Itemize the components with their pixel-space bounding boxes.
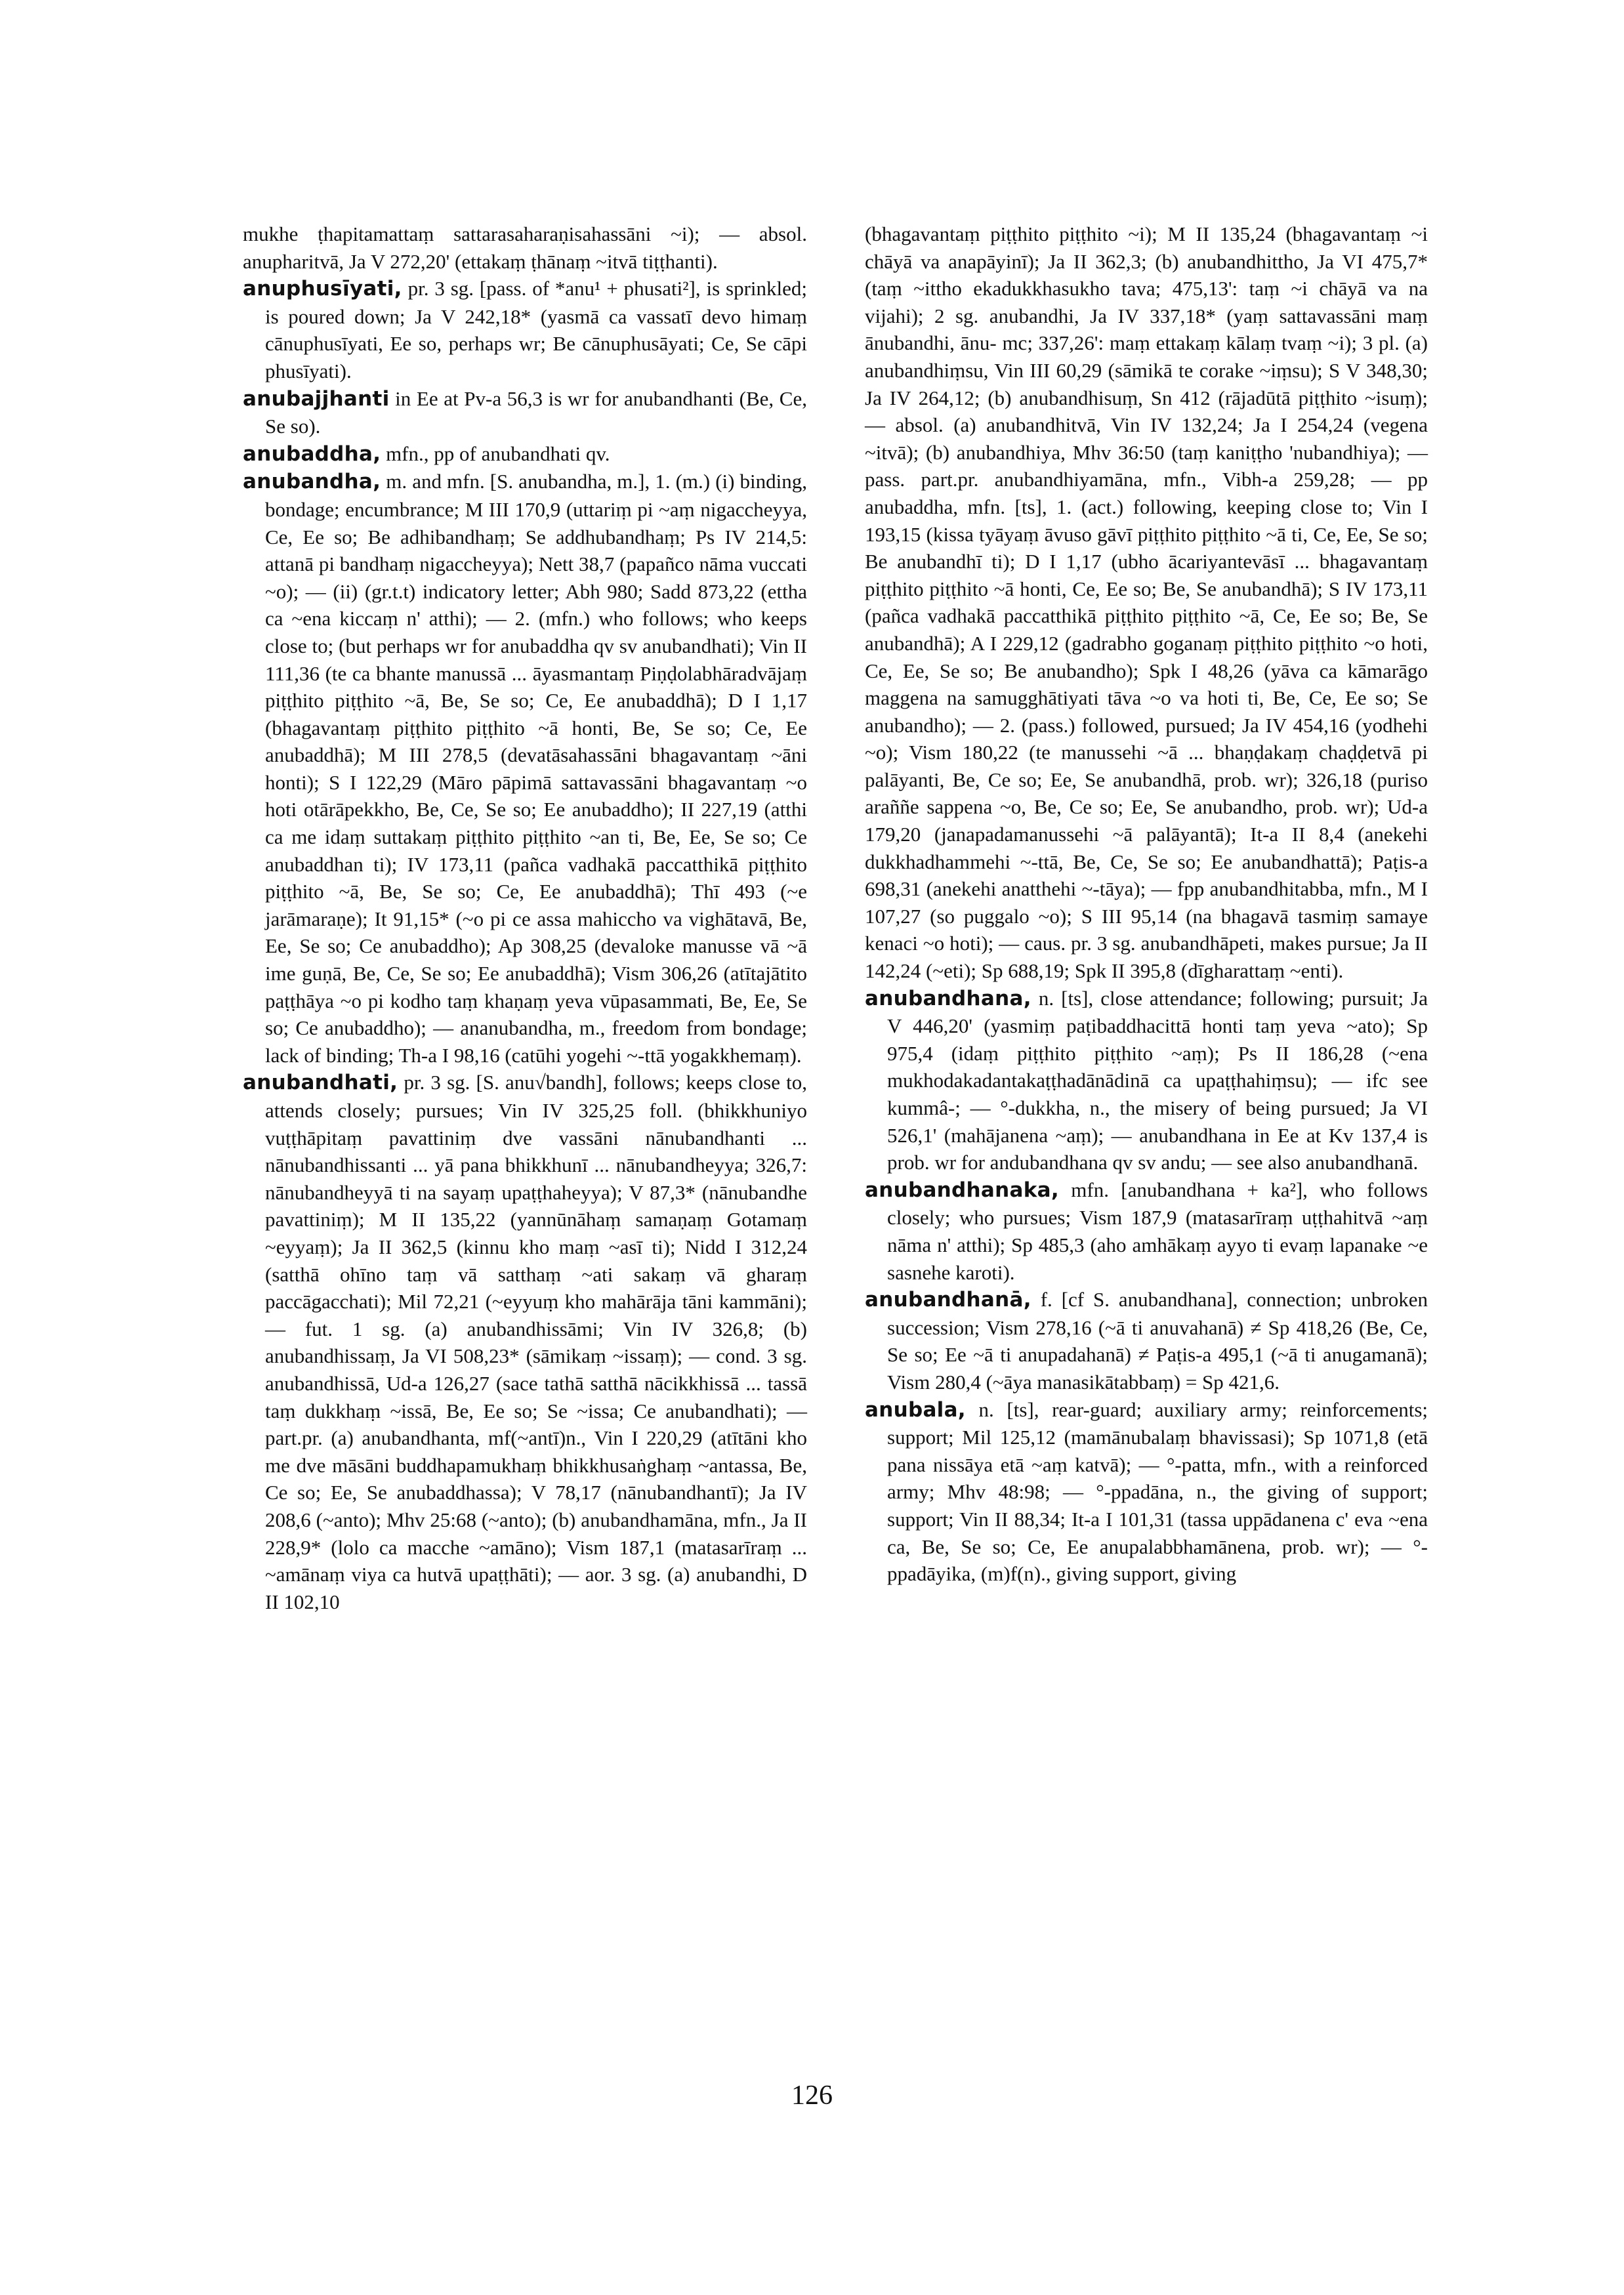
entry-text: pr. 3 sg. [S. anu√bandh], follows; keeps close to, attends closely; pursues; Vin IV 325,25 foll. (bhikkhuniyo vuṭṭhāpitaṃ pavattiniṃ dve vassāni nānubandhanti ... nānubandhissanti ... yā pana bhikkhunī ... nānubandheyya; 326,7: nānubandheyyā ti na sayaṃ upaṭṭhaheyya); V 87,3* (nānubandhe pavattiniṃ); M II 135,22 (yannūnāhaṃ samaṇaṃ Gotamaṃ ~eyyaṃ); Ja II 362,5 (kinnu kho maṃ ~asī ti); Nidd I 312,24 (satthā ohīno taṃ vā satthaṃ ~ati sakaṃ vā gharaṃ paccāgacchati); Mil 72,21 (~eyyuṃ kho mahārāja tāni kammāni); — fut. 1 sg. (a) anubandhissāmi; Vin IV 326,8; (b) anubandhissaṃ, Ja VI 508,23* (sāmikaṃ ~issaṃ); — cond. 3 sg. anubandhissā, Ud-a 126,27 (sace tathā satthā nācikkhissā ... tassā taṃ dukkhaṃ ~issā, Be, Ee so; Se ~issa; Ce anubandhati); — part.pr. (a) anubandhanta, mf(~antī)n., Vin I 220,29 (atītāni kho me dve māsāni buddhapamukhaṃ bhikkhusaṅghaṃ ~antassa, Be, Ce so; Ee, Se anubaddhassa); V 78,17 (nānubandhantī); Ja IV 208,6 (~anto); Mhv 25:68 (~anto); (b) anubandhamāna, mfn., Ja II 228,9* (lolo ca macche ~amāno); Vism 187,1 (matasarīraṃ ... ~amānaṃ viya ca hutvā upaṭṭhāti); — aor. 3 sg. (a) anubandhi, D II 102,10 [265,1071,807,1613]
entry-text: n. [ts], rear-guard; auxiliary army; reinforcements; support; Mil 125,12 (mamānubalaṃ bhavissasi); Sp 1071,8 (etā pana nissāya etā ~aṃ katvā); — °-patta, mfn., with a reinforced army; Mhv 48:98; — °-ppadāna, n., the giving of support; support; Vin II 88,34; It-a I 101,31 (tassa uppādanena c' eva ~ena ca, Be, Se so; Ce, Ee anupalabbhamānena, prob. wr); — °-ppadāyika, (m)f(n)., giving support, giving [887,1397,1428,1586]
entry-anubandhati [243,1069,807,1615]
entry-anubandhanaka [865,1176,1428,1286]
entry-text: mukhe ṭhapitamattaṃ sattarasaharaṇisahassāni ~i); — absol. anupharitvā, Ja V 272,20' (ettakaṃ ṭhānaṃ ~itvā tiṭṭhanti). [243,222,807,273]
entry-text: pr. 3 sg. [pass. of *anu¹ + phusati²], is sprinkled; is poured down; Ja V 242,18* (yasmā ca vassatī devo himaṃ cānuphusīyati, Ee so, perhaps wr; Be cānuphusāyati; Ce, Se cāpi phusīyati). [265,277,808,382]
right-column [865,220,1428,1588]
entry-anubaddha [243,440,807,468]
entry-anuphusiyati [243,275,807,384]
entry-headword: anubandhanā, [865,1288,1031,1312]
entry-text: in Ee at Pv-a 56,3 is wr for anubandhanti (Be, Ce, Se so). [265,386,807,438]
entry-headword: anubandhanaka, [865,1178,1059,1202]
entry-headword: anubandhati, [243,1071,398,1095]
entry-headword: anubandhana, [865,986,1031,1010]
entry-anubajjhanti [243,385,807,440]
entry-text: (bhagavantaṃ piṭṭhito piṭṭhito ~i); M II 135,24 (bhagavantaṃ ~i chāyā va anapāyinī); Ja II 362,3; (b) anubandhittho, Ja VI 475,7* (taṃ ~ittho ekadukkhasukho tava; 475,13': taṃ ~i chāyā va na vijahi); 2 sg. anubandhi, Ja IV 337,18* (yaṃ sattavassāni maṃ ānubandhi, ānu- mc; 337,26': maṃ ettakaṃ kālaṃ tvaṃ ~i); 3 pl. (a) anubandhiṃsu, Vin III 60,29 (sāmikā te corake ~iṃsu); S V 348,30; Ja IV 264,12; (b) anubandhisuṃ, Sn 412 (rājadūtā piṭṭhito ~isuṃ); — absol. (a) anubandhitvā, Vin IV 132,24; Ja I 254,24 (vegena ~itvā); (b) anubandhiya, Mhv 36:50 (taṃ kaniṭṭho 'nubandhiya); — pass. part.pr. anubandhiyamāna, mfn., Vibh-a 259,28; — pp anubaddha, mfn. [ts], 1. (act.) following, keeping close to; Vin I 193,15 (kissa tyāyaṃ āvuso gāvī piṭṭhito piṭṭhito ~ā ti, Ce, Ee, Se so; Be anubandhī ti); D I 1,17 (ubho ācariyantevāsī ... bhagavantaṃ piṭṭhito piṭṭhito ~ā honti, Ce, Ee so; Be, Se anubandhā); S IV 173,11 (pañca vadhakā paccatthikā piṭṭhito piṭṭhito ~ā, Ce, Ee so; Be, Se anubandhā); A I 229,12 (gadrabho goganaṃ piṭṭhito piṭṭhito ~o hoti, Ce, Ee, Se so; Be anubandho); Spk I 48,26 (yāva ca kāmarāgo maggena na samugghātiyati tāva ~o va hoti ti, Be, Ce, Ee so; Se anubandho); — 2. (pass.) followed, pursued; Ja IV 454,16 (yodhehi ~o); Vism 180,22 (te manussehi ~ā ... bhaṇḍakaṃ chaḍḍetvā pi palāyanti, Be, Ce so; Ee, Se anubandhā, prob. wr); 326,18 (puriso araññe sappena ~o, Be, Ce so; Ee, Se anubandho, prob. wr); Ud-a 179,20 (janapadamanussehi ~ā palāyantā); It-a II 8,4 (anekehi dukkhadhammehi ~-ttā, Be, Ce, Se so; Ee anubandhattā); Paṭis-a 698,31 (anekehi anatthehi ~-tāya); — fpp anubandhitabba, mfn., M I 107,27 (so puggalo ~o); S III 95,14 (na bhagavā tasmiṃ samaye kenaci ~o hoti); — caus. pr. 3 sg. anubandhāpeti, makes pursue; Ja II 142,24 (~eti); Sp 688,19; Spk II 395,8 (dīgharattaṃ ~enti). [865,222,1428,983]
page-number: 126 [791,2080,833,2111]
left-column [243,220,807,1615]
entry-headword: anubajjhanti [243,386,390,411]
entry-continuation [865,220,1428,985]
entry-text: mfn. [anubandhana + ka²], who follows closely; who pursues; Vism 187,9 (matasarīraṃ uṭṭhahitvā ~aṃ nāma n' atthi); Sp 485,3 (aho amhākaṃ ayyo ti evaṃ lapanake ~e sasnehe karoti). [887,1178,1428,1284]
entry-headword: anubandha, [243,470,381,494]
entry-anubala [865,1396,1428,1588]
entry-headword: anubala, [865,1397,966,1422]
entry-headword: anubaddha, [243,442,381,466]
entry-continuation [243,220,807,275]
entry-text: n. [ts], close attendance; following; pursuit; Ja V 446,20' (yasmiṃ paṭibaddhacittā honti taṃ yeva ~ato); Sp 975,4 (idaṃ piṭṭhito piṭṭhito ~aṃ); Ps II 186,28 (~ena mukhodakadantakaṭṭhadānādinā ca upaṭṭhahiṃsu); — ifc see kummâ-; — °-dukkha, n., the misery of being pursued; Ja VI 526,1' (mahājanena ~aṃ); — anubandhana in Ee at Kv 137,4 is prob. wr for andubandhana qv sv andu; — see also anubandhanā. [887,986,1428,1174]
entry-text: f. [cf S. anubandhana], connection; unbroken succession; Vism 278,16 (~ā ti anuvahanā) ≠ Sp 418,26 (Be, Ce, Se so; Ee ~ā ti anupadahanā) ≠ Paṭis-a 495,1 (~ā ti anugamanā); Vism 280,4 (~āya manasikātabbaṃ) = Sp 421,6. [887,1288,1428,1394]
entry-anubandhana-f [865,1286,1428,1396]
entry-text: m. and mfn. [S. anubandha, m.], 1. (m.) (i) binding, bondage; encumbrance; M III 170,9 (uttariṃ pi ~aṃ nigaccheyya, Ce, Ee so; Be adhibandhaṃ; Se addhubandhaṃ; Ps IV 214,5: attanā pi bandhaṃ nigaccheyya); Nett 38,7 (papañco nāma vuccati ~o); — (ii) (gr.t.t) indicatory letter; Abh 980; Sadd 873,22 (ettha ca ~ena kiccaṃ n' atthi); — 2. (mfn.) who follows; who keeps close to; (but perhaps wr for anubaddha qv sv anubandhati); Vin II 111,36 (te ca bhante manussā ... āyasmantaṃ Piṇḍolabhāradvājaṃ piṭṭhito piṭṭhito ~ā, Be, Se so; Ce, Ee anubaddhā); D I 1,17 (bhagavantaṃ piṭṭhito piṭṭhito ~ā honti, Be, Se so; Ce, Ee anubaddhā); M III 278,5 (devatāsahassāni bhagavantaṃ ~āni honti); S I 122,29 (Māro pāpimā sattavassāni bhagavantaṃ ~o hoti otārāpekkho, Be, Ce, Se so; Ee anubaddho); II 227,19 (atthi ca me idaṃ suttakaṃ piṭṭhito piṭṭhito ~an ti, Be, Ee, Se so; Ce anubaddhan ti); IV 173,11 (pañca vadhakā paccatthikā piṭṭhito piṭṭhito ~ā, Be, Se so; Ce, Ee anubaddhā); Thī 493 (~e jarāmaraṇe); It 91,15* (~o pi ce assa mahiccho va vighātavā, Be, Ee, Se so; Ce anubaddho); Ap 308,25 (devaloke manusse vā ~ā ime guṇā, Be, Ce, Se so; Ee anubaddhā); Vism 306,26 (atītajātito paṭṭhāya ~o pi kodho taṃ khaṇaṃ yeva vūpasammati, Be, Ee, Se so; Ce anubaddho); — ananubandha, m., freedom from bondage; lack of binding; Th-a I 98,16 (catūhi yogehi ~-ttā yogakkhemaṃ). [265,470,807,1067]
entry-text: mfn., pp of anubandhati qv. [386,442,610,465]
entry-anubandha [243,468,807,1069]
entry-headword: anuphusīyati, [243,277,402,301]
entry-anubandhana [865,985,1428,1176]
